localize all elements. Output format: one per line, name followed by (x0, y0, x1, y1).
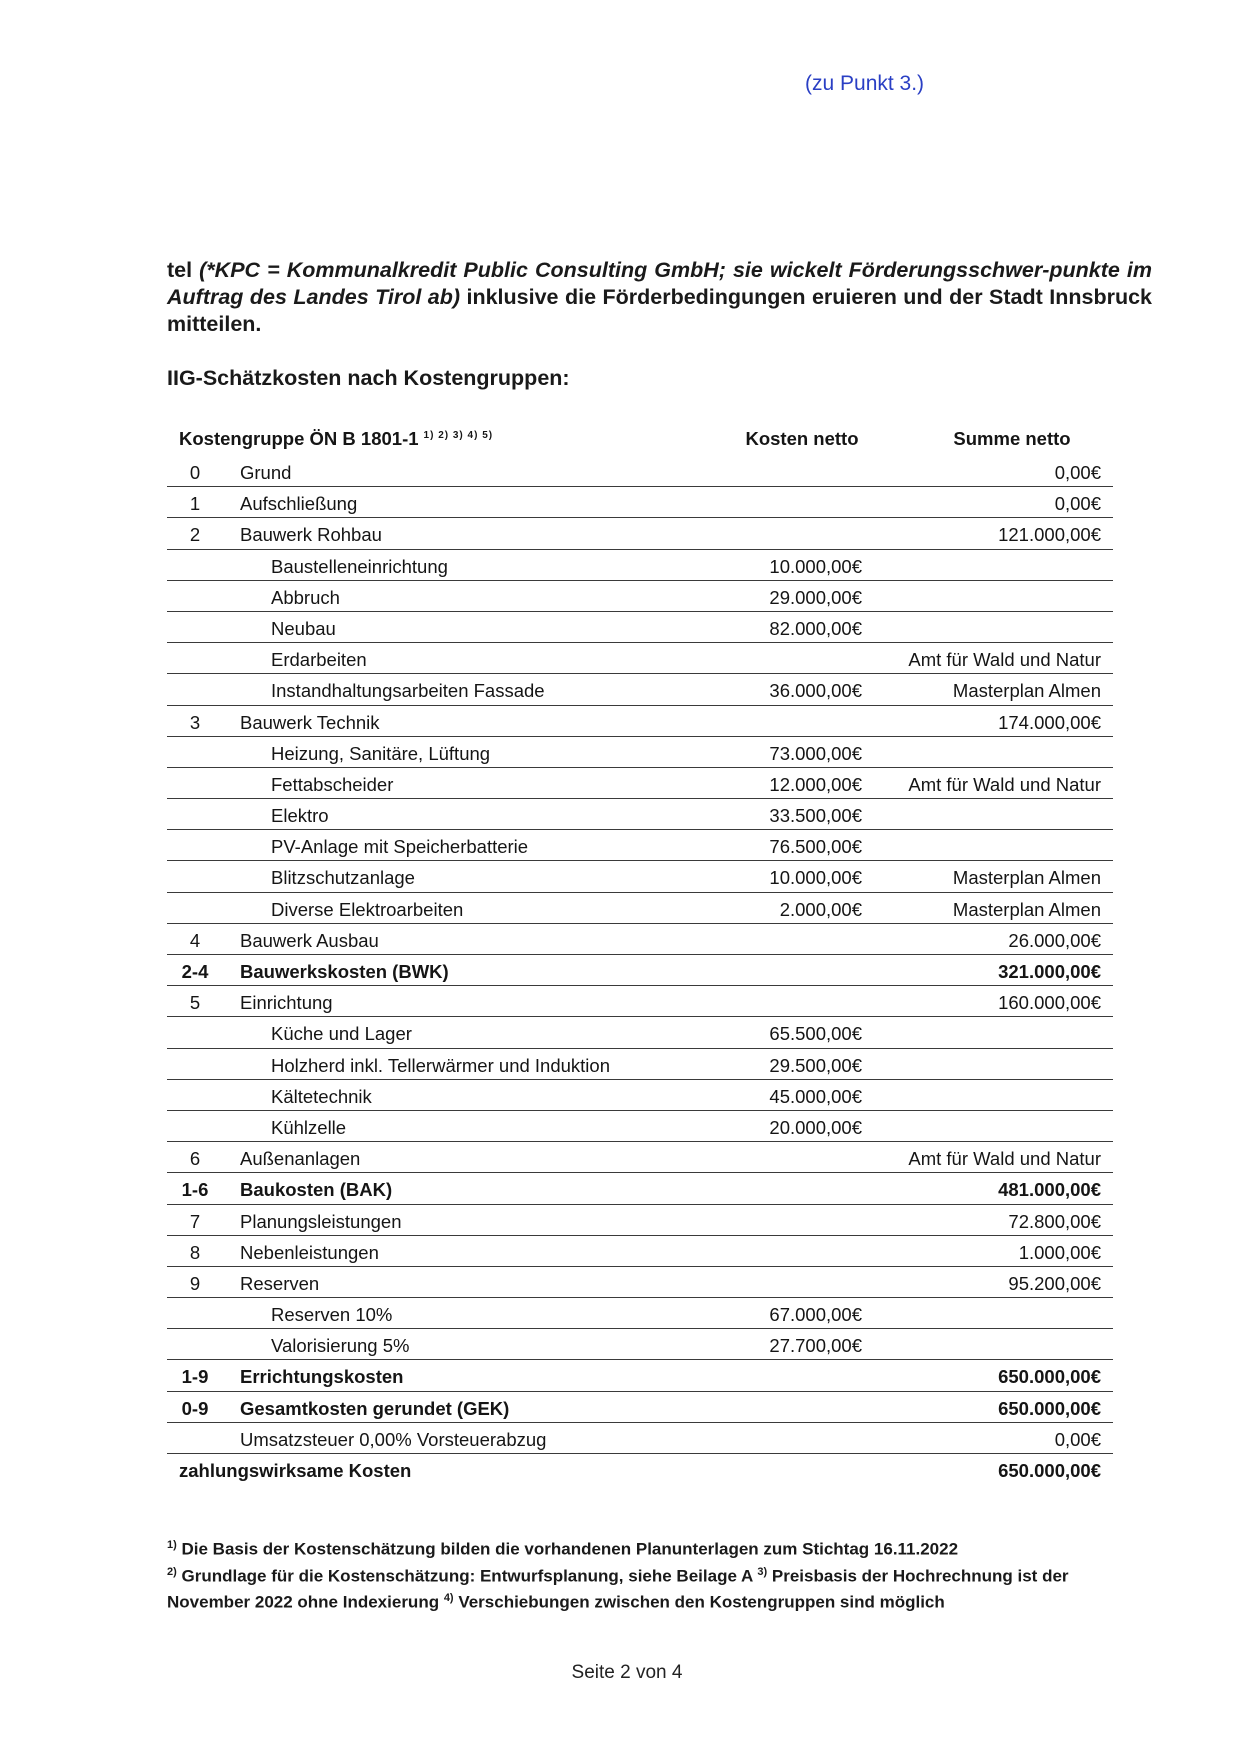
row-sum: 321.000,00€ (998, 961, 1101, 982)
row-code: 5 (189, 992, 201, 1014)
table-row (167, 799, 1113, 830)
row-sum: 481.000,00€ (998, 1179, 1101, 1201)
row-code: 2 (189, 524, 201, 546)
row-cost: 29.500,00€ (769, 1054, 862, 1076)
footnote-4-mark: 4) (443, 1592, 454, 1605)
table-row (167, 1173, 1113, 1204)
row-code: 4 (189, 929, 201, 951)
row-cost: 76.500,00€ (769, 836, 862, 858)
table-body (167, 456, 1113, 1485)
row-sum: Masterplan Almen (952, 680, 1101, 702)
row-sum: 650.000,00€ (998, 1397, 1101, 1419)
table-row (167, 1017, 1113, 1048)
row-name: Bauwerk Technik (240, 711, 380, 733)
row-code: 3 (189, 711, 201, 733)
table-row (167, 550, 1113, 581)
row-sum: 95.200,00€ (1008, 1272, 1101, 1294)
footnotes (167, 1534, 1152, 1614)
row-code: 0-9 (181, 1397, 209, 1419)
table-row (167, 924, 1113, 955)
table-row (167, 737, 1113, 768)
row-name: Grund (240, 462, 292, 483)
table-row (167, 612, 1113, 643)
table-row (167, 1423, 1113, 1454)
row-name: Baukosten (BAK) (240, 1179, 393, 1201)
row-name: zahlungswirksame Kosten (179, 1460, 412, 1481)
row-cost: 82.000,00€ (769, 617, 862, 639)
table-row (167, 1267, 1113, 1298)
row-cost: 36.000,00€ (769, 680, 862, 702)
table-row (167, 643, 1113, 674)
row-name: Holzherd inkl. Tellerwärmer und Induktion (271, 1054, 610, 1076)
table-row (167, 861, 1113, 892)
header-group (179, 428, 493, 450)
row-name: Bauwerk Ausbau (240, 929, 379, 951)
row-sum: Masterplan Almen (952, 867, 1101, 889)
intro-paragraph (167, 257, 1152, 338)
row-cost: 45.000,00€ (769, 1085, 862, 1107)
row-name: Küche und Lager (271, 1023, 412, 1045)
footnote-2-3-4 (167, 1561, 1152, 1614)
header-cost: Kosten netto (745, 428, 859, 449)
row-name: Nebenleistungen (240, 1241, 379, 1263)
row-sum: Amt für Wald und Natur (908, 649, 1101, 671)
row-sum: 160.000,00€ (998, 992, 1101, 1014)
intro-suffix: inklusive die Förderbedingungen eruieren und der Stadt Innsbruck mitteilen. (167, 285, 1153, 336)
table-row (167, 1236, 1113, 1267)
row-code: 7 (189, 1210, 201, 1232)
footnote-2-mark: 2) (167, 1565, 177, 1578)
row-name: Einrichtung (240, 992, 333, 1014)
row-sum: Masterplan Almen (952, 898, 1101, 920)
row-code: 1-6 (181, 1179, 209, 1201)
row-code: 2-4 (181, 961, 209, 982)
row-name: PV-Anlage mit Speicherbatterie (271, 836, 529, 858)
row-sum: 650.000,00€ (998, 1460, 1101, 1481)
row-name: Heizung, Sanitäre, Lüftung (271, 742, 491, 764)
table-row (167, 986, 1113, 1017)
row-name: Valorisierung 5% (271, 1335, 410, 1357)
row-name: Außenanlagen (240, 1148, 361, 1170)
row-sum: 26.000,00€ (1008, 929, 1101, 951)
row-sum: 72.800,00€ (1008, 1210, 1101, 1232)
table-row (167, 706, 1113, 737)
row-name: Diverse Elektroarbeiten (271, 898, 464, 920)
row-name: Fettabscheider (271, 773, 394, 795)
row-name: Planungsleistungen (240, 1210, 402, 1232)
table-row (167, 487, 1113, 518)
footnote-1-mark: 1) (167, 1539, 177, 1551)
header-sum: Summe netto (953, 428, 1071, 449)
row-cost: 29.000,00€ (769, 586, 862, 608)
table-row (167, 1049, 1113, 1080)
table-row (167, 581, 1113, 612)
row-name: Errichtungskosten (240, 1366, 404, 1388)
row-cost: 20.000,00€ (769, 1116, 862, 1138)
row-name: Baustelleneinrichtung (271, 555, 448, 577)
row-name: Reserven (240, 1272, 320, 1294)
table-row (167, 830, 1113, 861)
reference-note: (zu Punkt 3.) (805, 72, 925, 95)
row-sum: 0,00€ (1054, 493, 1101, 515)
row-code: 6 (189, 1148, 201, 1170)
footnote-1 (167, 1534, 1152, 1561)
row-name: Abbruch (271, 586, 340, 608)
table-row (167, 1329, 1113, 1360)
table-row (167, 955, 1113, 986)
table-row (167, 1111, 1113, 1142)
row-cost: 65.500,00€ (769, 1023, 862, 1045)
row-code: 8 (189, 1241, 201, 1263)
table-row (167, 768, 1113, 799)
table-row (167, 1392, 1113, 1423)
row-sum: 650.000,00€ (998, 1366, 1101, 1388)
row-name: Reserven 10% (271, 1304, 393, 1326)
row-cost: 73.000,00€ (769, 742, 862, 764)
row-name: Kältetechnik (271, 1085, 372, 1107)
table-row (167, 674, 1113, 705)
header-group-footnotes: 1) 2) 3) 4) 5) (423, 429, 494, 441)
footnote-2-text: Grundlage für die Kostenschätzung: Entwurfsplanung, siehe Beilage A (176, 1566, 758, 1586)
row-cost: 2.000,00€ (779, 898, 862, 920)
table-row (167, 1454, 1113, 1485)
row-name: Bauwerk Rohbau (240, 524, 382, 546)
header-group-label: Kostengruppe ÖN B 1801-1 (179, 428, 419, 449)
row-code: 0 (189, 462, 201, 483)
row-name: Neubau (271, 617, 336, 639)
row-code: 9 (189, 1272, 201, 1294)
table-row (167, 1142, 1113, 1173)
footnote-3-mark: 3) (757, 1565, 768, 1578)
section-title: IIG-Schätzkosten nach Kostengruppen: (167, 366, 570, 390)
table-row (167, 1298, 1113, 1329)
footnote-4-text: Verschiebungen zwischen den Kostengruppen sind möglich (453, 1592, 945, 1612)
table-row (167, 893, 1113, 924)
row-name: Bauwerkskosten (BWK) (240, 961, 449, 982)
row-code: 1-9 (181, 1366, 209, 1388)
intro-prefix: tel (167, 258, 200, 282)
row-sum: 174.000,00€ (998, 711, 1101, 733)
row-sum: 0,00€ (1054, 1428, 1101, 1450)
intro-italic: (*KPC = Kommunalkredit Public Consulting GmbH; sie wickelt Förderungsschwer-punkte im Auftrag des Landes Tirol ab) (167, 258, 1152, 309)
row-cost: 27.700,00€ (769, 1335, 862, 1357)
row-cost: 33.500,00€ (769, 805, 862, 827)
table-row (167, 1080, 1113, 1111)
row-sum: Amt für Wald und Natur (908, 773, 1101, 795)
row-code: 1 (189, 493, 201, 515)
row-name: Kühlzelle (271, 1116, 347, 1138)
footnote-1-text: Die Basis der Kostenschätzung bilden die vorhandenen Planunterlagen zum Stichtag 16.11.2022 (176, 1539, 959, 1559)
row-name: Erdarbeiten (271, 649, 367, 671)
row-cost: 12.000,00€ (769, 773, 862, 795)
row-sum: 1.000,00€ (1018, 1241, 1101, 1263)
row-name: Gesamtkosten gerundet (GEK) (240, 1397, 510, 1419)
row-cost: 10.000,00€ (769, 867, 862, 889)
row-name: Blitzschutzanlage (271, 867, 415, 889)
row-sum: 0,00€ (1054, 462, 1101, 483)
table-row (167, 518, 1113, 549)
cost-table (167, 424, 1113, 1485)
page-number: Seite 2 von 4 (571, 1662, 683, 1683)
footnote-3-text: Preisbasis der Hochrechnung ist der November 2022 ohne Indexierung (167, 1566, 1069, 1612)
row-sum: Amt für Wald und Natur (908, 1148, 1101, 1170)
row-name: Elektro (271, 805, 329, 827)
row-cost: 67.000,00€ (769, 1304, 862, 1326)
table-header (167, 424, 1113, 456)
row-cost: 10.000,00€ (769, 555, 862, 577)
row-name: Instandhaltungsarbeiten Fassade (271, 680, 545, 702)
table-row (167, 1205, 1113, 1236)
row-name: Aufschließung (240, 493, 358, 515)
row-sum: 121.000,00€ (998, 524, 1101, 546)
table-row (167, 456, 1113, 487)
row-name: Umsatzsteuer 0,00% Vorsteuerabzug (240, 1428, 547, 1450)
table-row (167, 1360, 1113, 1391)
